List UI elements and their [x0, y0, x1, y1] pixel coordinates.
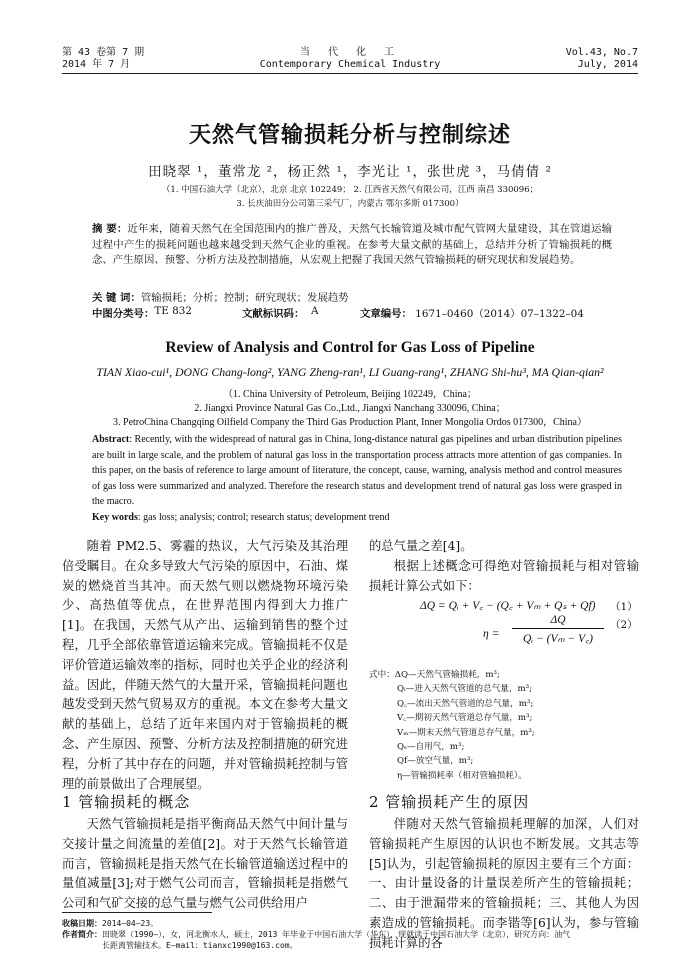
equation-1: ΔQ = Qᵢ + V꜀ − (Q꜀ + Vₘ + Qₛ + Qf)	[420, 600, 596, 612]
var-def: Qₛ—自用气，m³;	[397, 742, 465, 753]
var-def: 式中：ΔQ—天然气管输损耗，m³;	[369, 670, 500, 680]
equation-1-number: （1）	[610, 601, 638, 613]
author-bio-text: 田晓翠（1990–），女，河北衡水人，硕士，2013 年毕业于中国石油大学（华东），现就读于中国石油大学（北京），研究方向：油气	[102, 930, 571, 939]
keywords-cn-label: 关 键 词：	[92, 292, 141, 304]
clc-value: TE 832	[154, 305, 192, 317]
keywords-en-label: Key words	[92, 512, 138, 523]
header-rule	[62, 73, 638, 74]
author-bio	[62, 929, 647, 940]
var-def: Vₘ—期末天然气管道总存气量，m³;	[397, 727, 535, 738]
keywords-cn-text: 管输损耗；分析；控制；研究现状；发展趋势	[140, 292, 349, 304]
fraction-bar	[512, 628, 604, 629]
abstract-cn-label: 摘 要：	[92, 223, 128, 235]
affiliation-cn-line1: （1. 中国石油大学（北京），北京 北京 102249； 2. 江西省天然气有限公司，江西 南昌 330096；	[161, 185, 539, 195]
authors-en: TIAN Xiao-cui¹, DONG Chang-long², YANG Zheng-ran¹, LI Guang-rang¹, ZHANG Shi-hu³, MA Qian-qian²	[96, 365, 604, 379]
right-column-continued: 的总气量之差[4]。	[369, 539, 473, 553]
abstract-en-label: Abstract	[92, 434, 130, 445]
clc-field	[92, 305, 192, 320]
keywords-en	[92, 512, 389, 523]
paper-title-cn: 天然气管输损耗分析与控制综述	[188, 123, 511, 148]
volume-en: Vol.43, No.7	[565, 47, 638, 58]
abstract-cn-text: 近年来，随着天然气在全国范围内的推广普及，天然气长输管道及城市配气管网大量建设，其在管道运输过程中产生的损耗问题也越来越受到天然气企业的重视。在参考大量文献的基础上，总结并分析了管输损耗的概念、产生原因、预警、分析方法及控制措施，从宏观上把握了我国天然气管输损耗的研究现状和发展趋势。	[92, 223, 612, 266]
footnote	[62, 918, 647, 951]
author-bio-cont: 长距离管输技术。E–mail：tianxc1990@163.com。	[102, 941, 298, 950]
keywords-cn	[92, 289, 349, 304]
article-number-value: 1671–0460（2014）07–1322–04	[415, 308, 584, 320]
issue-date-cn: 2014 年 7 月	[62, 59, 131, 70]
affiliation-en-line2: 2. Jiangxi Province Natural Gas Co.,Ltd., Jiangxi Nanchang 330096, China；	[194, 403, 506, 414]
received-date	[62, 918, 647, 929]
var-def: η—管输损耗率（相对管输损耗）。	[397, 770, 527, 781]
journal-name-en: Contemporary Chemical Industry	[259, 59, 441, 70]
footnote-rule	[62, 912, 212, 913]
affiliation-en-line1: （1. China University of Petroleum, Beijing 102249，China；	[223, 389, 477, 400]
authors-cn: 田晓翠 ¹，董常龙 ²，杨正然 ¹，李光让 ¹，张世虎 ³，马倩倩 ²	[148, 164, 552, 180]
variable-definitions	[369, 668, 535, 783]
doc-code-field	[242, 305, 319, 320]
doc-code-value: A	[310, 305, 319, 317]
section-2-heading: 2 管输损耗产生的原因	[369, 793, 530, 811]
doc-code-label: 文献标识码：	[242, 308, 305, 320]
article-number-field	[360, 305, 584, 320]
intro-paragraph: 随着 PM2.5、雾霾的热议，大气污染及其治理倍受瞩目。在众多导致大气污染的原因中，石油、煤炭的燃烧首当其冲。而天然气则以燃烧物环境污染少、高热值等优点，在世界范围内得到大力推广[1]。在我国，天然气从产出、运输到销售的整个过程，几乎全部依靠管道运输来完成。管输损耗不仅是评价管道运输效率的指标，同时也关乎企业的经济利益。因此，伴随天然气的大量开采，管输损耗问题也越发受到天然气贸易双方的重视。本文在参考大量文献的基础上，总结了近年来国内对于管输损耗的概念、产生原因、预警、分析方法及控制措施的研究进程，分析了其中存在的问题，并对管输损耗控制与管理的前景做出了合理展望。	[62, 539, 348, 791]
equation-2-numerator: ΔQ	[550, 614, 566, 626]
equation-2-lhs: η =	[483, 628, 500, 640]
var-def: Qf—放空气量，m³;	[397, 756, 474, 767]
received-label: 收稿日期：	[62, 919, 102, 928]
abstract-en-text: : Recently, with the widespread of natural gas in China, long-distance natural gas pipelines and urban distribution pipelines are built in large scale, and the problem of natural gas loss in the transportation process attracts more attention of gas companies. In this paper, on the basis of reference to large amount of literature, the concept, cause, warning, analysis method and control measures of gas loss were summarized and analyzed. Therefore the research status and development trend of natural gas loss were grasped in the macro.	[92, 434, 622, 507]
received-value: 2014–04–23。	[102, 919, 159, 928]
clc-label: 中图分类号：	[92, 308, 155, 320]
equation-2-number: （2）	[610, 619, 638, 631]
var-def: Q꜀—流出天然气管道的总气量，m³;	[397, 698, 534, 709]
var-def: V꜀—期初天然气管道总存气量，m³;	[397, 713, 533, 724]
formula-intro: 根据上述概念可得绝对管输损耗与相对管输损耗计算公式如下：	[369, 559, 639, 593]
header-right	[566, 47, 638, 71]
abstract-en	[92, 432, 622, 510]
equation-2-fraction	[512, 614, 604, 646]
author-bio-label: 作者简介：	[62, 930, 102, 939]
affiliation-cn-line2: 3. 长庆油田分公司第三采气厂，内蒙古 鄂尔多斯 017300）	[236, 199, 464, 209]
section-1-paragraph: 天然气管输损耗是指平衡商品天然气中间计量与交接计量之间流量的差值[2]。对于天然气长输管道而言，管输损耗是指天然气在长输管道输送过程中的量值减量[3];对于燃气公司而言，管输损耗是指燃气公司和气矿交接的总气量与燃气公司供给用户	[62, 817, 348, 911]
journal-name-cn: 当 代 化 工	[299, 47, 401, 58]
abstract-cn	[92, 222, 612, 269]
keywords-en-text: : gas loss; analysis; control; research status; development trend	[137, 512, 390, 523]
paper-title-en: Review of Analysis and Control for Gas Loss of Pipeline	[165, 339, 535, 356]
affiliation-en-line3: 3. PetroChina Changqing Oilfield Company the Third Gas Production Plant, Inner Mongolia Ordos 017300，China）	[113, 417, 587, 428]
section-1-heading: 1 管输损耗的概念	[62, 793, 191, 811]
issue-date-en: July, 2014	[577, 59, 638, 70]
var-def: Qᵢ—进入天然气管道的总气量，m³;	[397, 684, 532, 695]
equation-2-denominator: Qᵢ − (Vₘ − V꜀)	[523, 633, 593, 645]
article-number-label: 文章编号：	[360, 308, 412, 320]
journal-volume: 第 43 卷第 7 期	[62, 47, 145, 58]
section-2-paragraph: 伴随对天然气管输损耗理解的加深，人们对管输损耗产生原因的认识也不断发展。文其志等[5]认为，引起管输损耗的原因主要有三个方面：一、由计量设备的计量误差所产生的管输损耗；二、由于泄漏带来的管输损耗；三、其他人为因素造成的管输损耗。而李锴等[6]认为，参与管输损耗计算的各	[369, 817, 639, 950]
